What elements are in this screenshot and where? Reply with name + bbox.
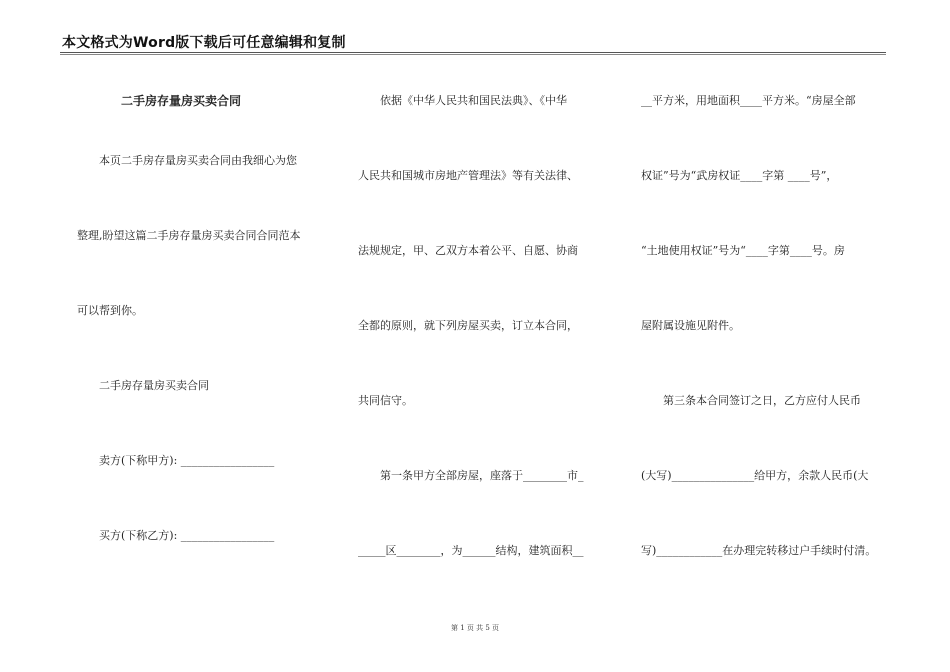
paragraph-line: 权证”号为“武房权证____字第 ____号”， <box>641 169 838 182</box>
paragraph-line: 法规规定，甲、乙双方本着公平、自愿、协商 <box>358 244 578 257</box>
article-3-line: 写)____________在办理完转移过户手续时付清。 <box>641 544 877 557</box>
subheading: 二手房存量房买卖合同 <box>99 379 209 392</box>
paragraph-line: __平方米，用地面积____平方米。“房屋全部 <box>641 94 856 107</box>
page-number: 第 1 页 共 5 页 <box>450 624 500 632</box>
article-3-line: (大写)_______________给甲方，余款人民币(大 <box>641 469 869 482</box>
paragraph-line: 依据《中华人民共和国民法典》、《中华 <box>380 94 567 107</box>
paragraph-line: 屋附属设施见附件。 <box>641 319 740 332</box>
paragraph-line: 整理,盼望这篇二手房存量房买卖合同合同范本 <box>77 229 301 242</box>
paragraph-line: “土地使用权证”号为“____字第____号。房 <box>641 244 845 257</box>
paragraph-line: 可以帮到你。 <box>77 304 143 317</box>
header-rule-secondary <box>60 54 886 55</box>
paragraph-line: 全都的原则，就下列房屋买卖，订立本合同， <box>358 319 578 332</box>
header-rule <box>60 52 886 53</box>
document-header: 本文格式为Word版下载后可任意编辑和复制 <box>62 35 346 51</box>
buyer-line: 买方(下称乙方): _________________ <box>99 529 275 542</box>
seller-line: 卖方(下称甲方): _________________ <box>99 454 275 467</box>
article-1-line: _____区________，为______结构，建筑面积__ <box>358 544 584 557</box>
contract-title: 二手房存量房买卖合同 <box>121 94 242 108</box>
paragraph-line: 共同信守。 <box>358 394 413 407</box>
article-3-line: 第三条本合同签订之日，乙方应付人民币 <box>663 394 861 407</box>
article-1-line: 第一条甲方全部房屋，座落于________市_ <box>380 469 584 482</box>
paragraph-line: 人民共和国城市房地产管理法》等有关法律、 <box>358 169 578 182</box>
paragraph-line: 本页二手房存量房买卖合同由我细心为您 <box>99 154 297 167</box>
